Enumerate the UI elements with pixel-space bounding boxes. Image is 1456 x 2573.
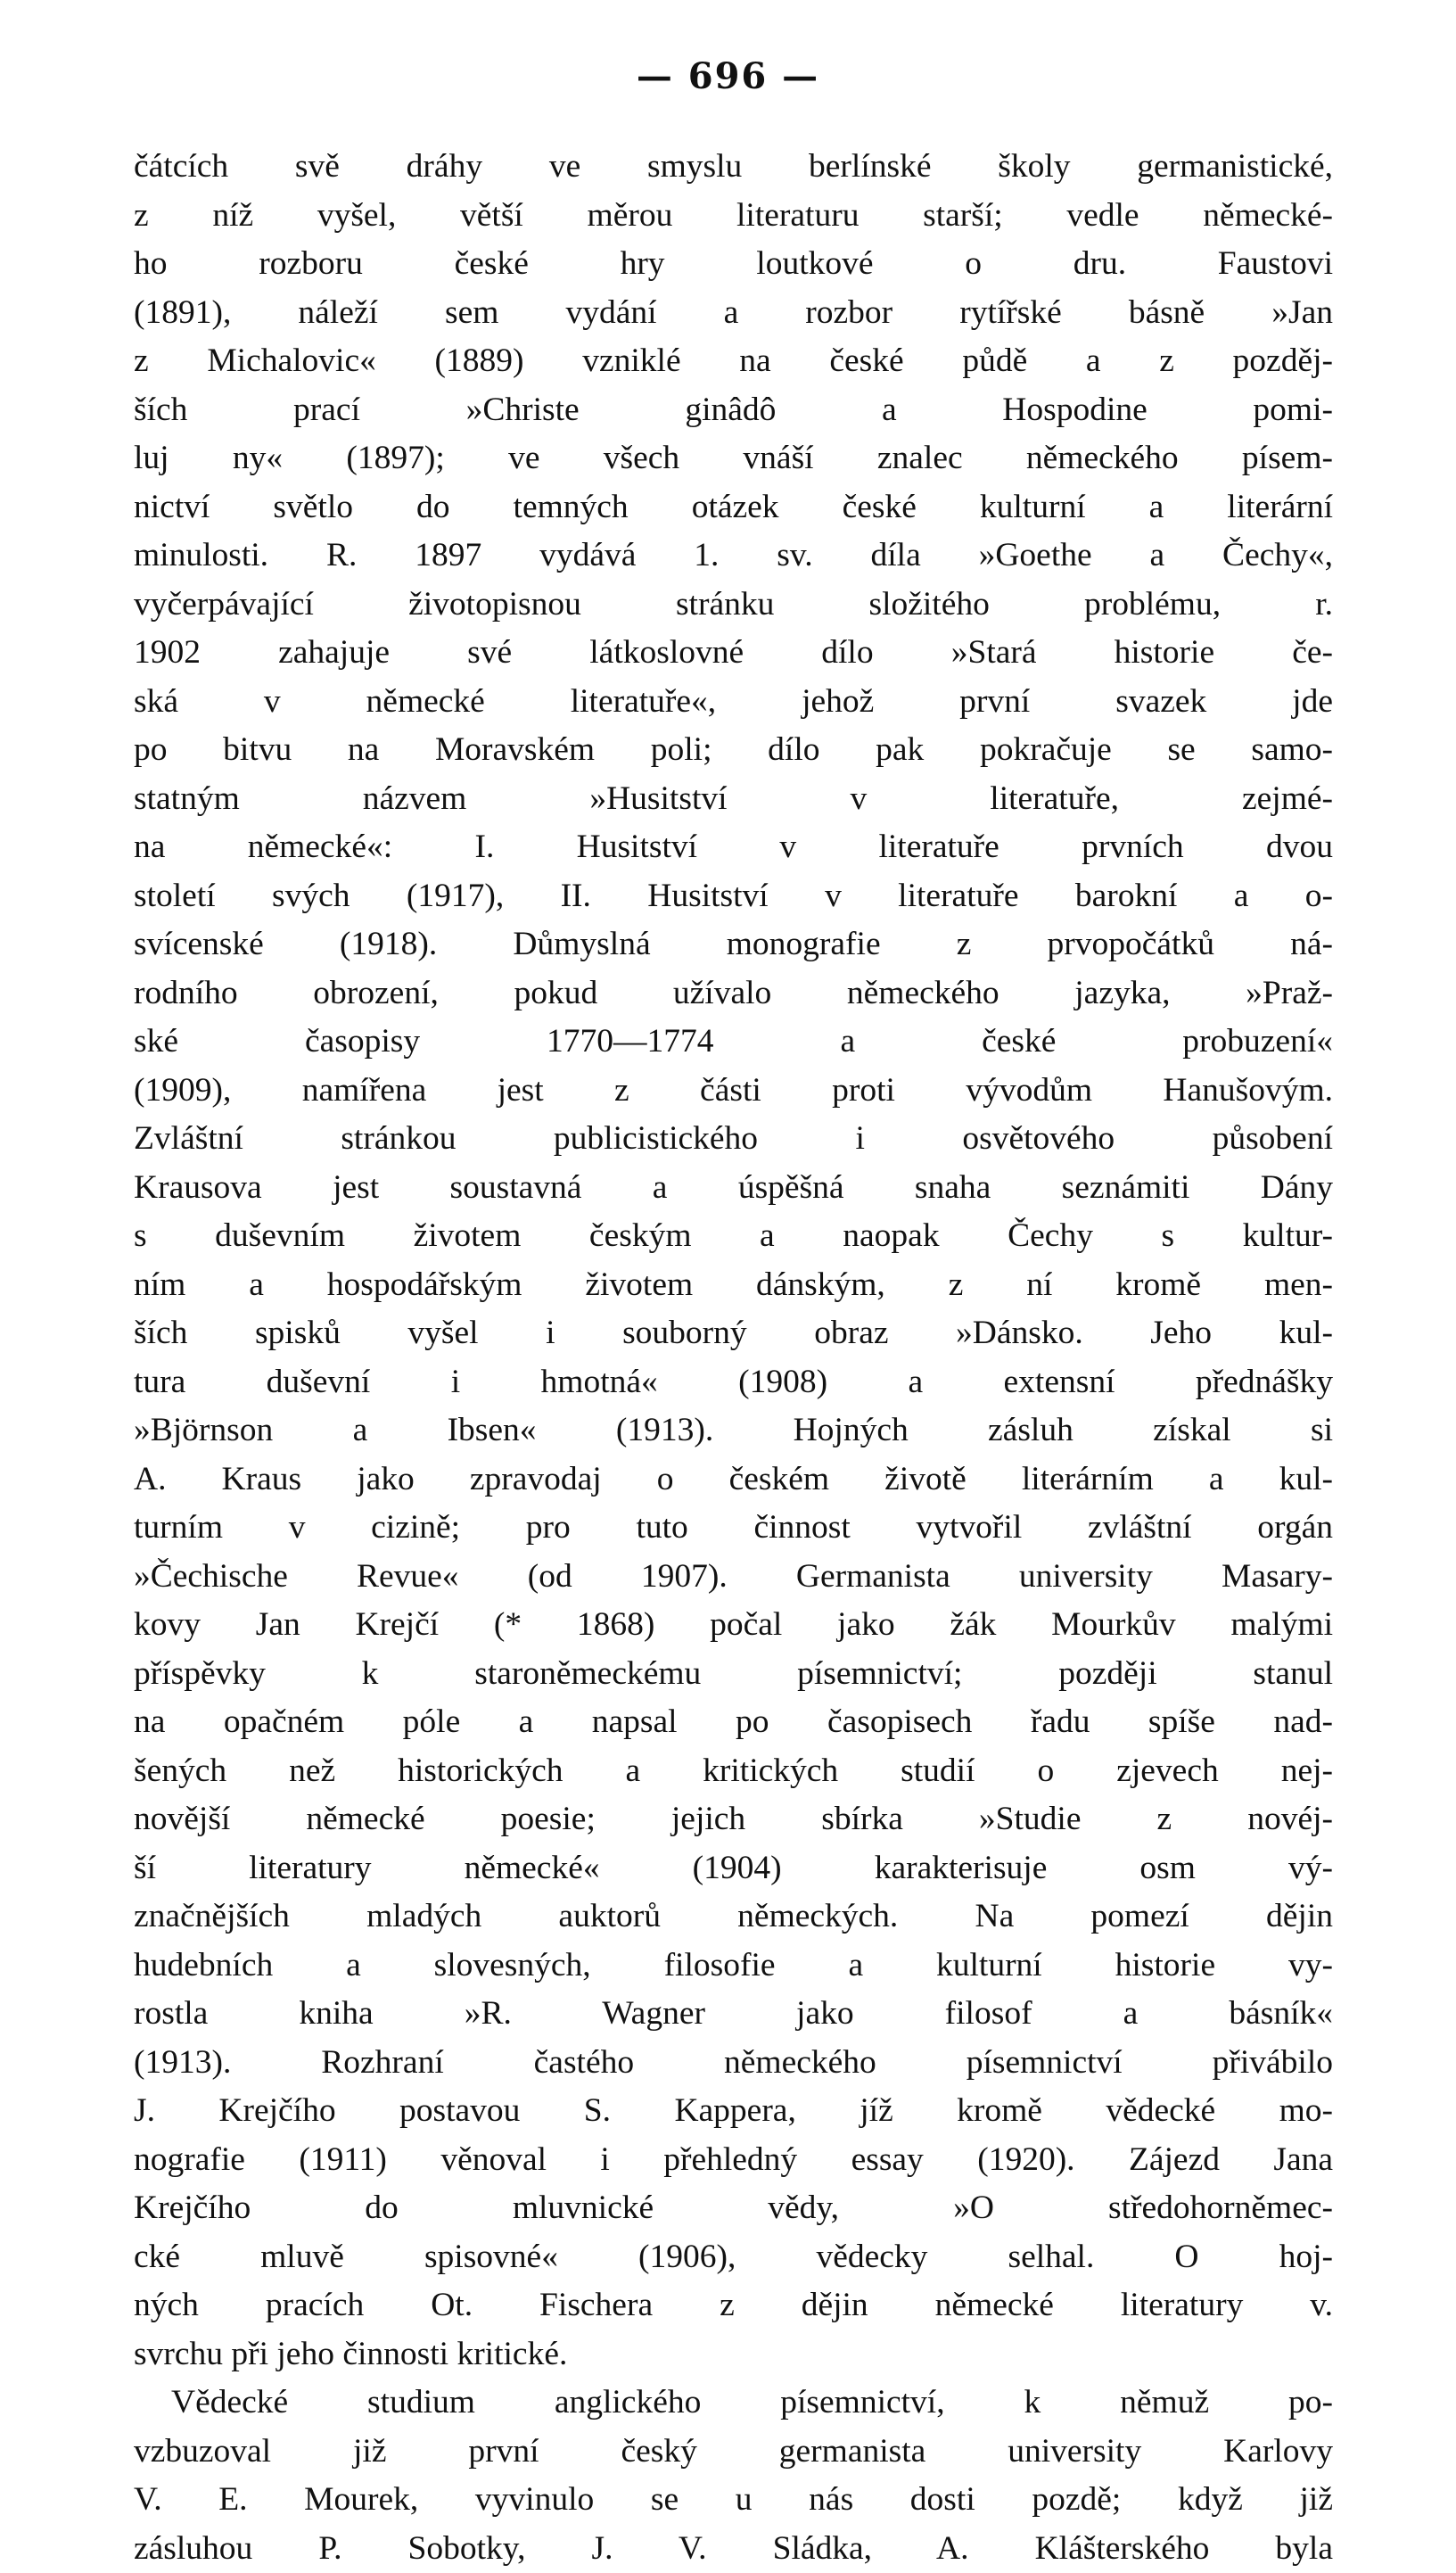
text-line: rodního obrození, pokud užívalo německého jazyka, »Praž-: [134, 969, 1333, 1018]
text-line: cké mluvě spisovné« (1906), vědecky selhal. O hoj-: [134, 2233, 1333, 2282]
text-line: (1909), namířena jest z části proti vývodům Hanušovým.: [134, 1067, 1333, 1116]
text-line: ho rozboru české hry loutkové o dru. Faustovi: [134, 240, 1333, 289]
text-line: příspěvky k staroněmeckému písemnictví; později stanul: [134, 1650, 1333, 1699]
text-line: vyčerpávající životopisnou stránku složitého problému, r.: [134, 581, 1333, 630]
text-line: ší literatury německé« (1904) karakterisuje osm vý-: [134, 1844, 1333, 1893]
text-line: 1902 zahajuje své látkoslovné dílo »Stará historie če-: [134, 629, 1333, 678]
text-line: na opačném póle a napsal po časopisech řadu spíše nad-: [134, 1698, 1333, 1747]
text-line: rostla kniha »R. Wagner jako filosof a básník«: [134, 1990, 1333, 2039]
text-line: století svých (1917), II. Husitství v literatuře barokní a o-: [134, 872, 1333, 921]
text-line: Krejčího do mluvnické vědy, »O středohorněmec-: [134, 2184, 1333, 2233]
text-line: A. Kraus jako zpravodaj o českém životě literárním a kul-: [134, 1456, 1333, 1505]
text-line: kovy Jan Krejčí (* 1868) počal jako žák Mourkův malými: [134, 1601, 1333, 1650]
text-line: svícenské (1918). Důmyslná monografie z prvopočátků ná-: [134, 920, 1333, 969]
text-line: luj ny« (1897); ve všech vnáší znalec německého písem-: [134, 434, 1333, 483]
text-line: Vědecké studium anglického písemnictví, k němuž po-: [134, 2379, 1333, 2428]
text-line: značnějších mladých auktorů německých. Na pomezí dějin: [134, 1893, 1333, 1942]
text-line: na německé«: I. Husitství v literatuře prvních dvou: [134, 823, 1333, 872]
page-number: — 696 —: [0, 55, 1456, 97]
text-line: svrchu při jeho činnosti kritické.: [134, 2330, 1333, 2379]
text-line: ské časopisy 1770—1774 a české probuzení«: [134, 1018, 1333, 1067]
text-line: vzbuzoval již první český germanista university Karlovy: [134, 2428, 1333, 2477]
text-line: s duševním životem českým a naopak Čechy s kultur-: [134, 1212, 1333, 1261]
text-line: z níž vyšel, větší měrou literaturu starší; vedle německé-: [134, 192, 1333, 241]
text-line: ších prací »Christe ginâdô a Hospodine pomi-: [134, 386, 1333, 435]
text-line: V. E. Mourek, vyvinulo se u nás dosti pozdě; když již: [134, 2476, 1333, 2525]
text-line: z Michalovic« (1889) vzniklé na české půdě a z pozděj-: [134, 337, 1333, 386]
text-line: zásluhou P. Sobotky, J. V. Sládka, A. Klášterského byla: [134, 2525, 1333, 2573]
text-line: turním v cizině; pro tuto činnost vytvořil zvláštní orgán: [134, 1504, 1333, 1553]
text-line: »Björnson a Ibsen« (1913). Hojných zásluh získal si: [134, 1406, 1333, 1456]
text-line: nictví světlo do temných otázek české kulturní a literární: [134, 483, 1333, 532]
text-line: ších spisků vyšel i souborný obraz »Dánsko. Jeho kul-: [134, 1309, 1333, 1358]
text-line: ním a hospodářským životem dánským, z ní kromě men-: [134, 1261, 1333, 1310]
text-line: (1913). Rozhraní častého německého písemnictví přivábilo: [134, 2039, 1333, 2088]
text-line: statným názvem »Husitství v literatuře, zejmé-: [134, 775, 1333, 824]
text-line: »Čechische Revue« (od 1907). Germanista university Masary-: [134, 1553, 1333, 1602]
text-line: J. Krejčího postavou S. Kappera, jíž kromě vědecké mo-: [134, 2087, 1333, 2136]
text-line: po bitvu na Moravském poli; dílo pak pokračuje se samo-: [134, 726, 1333, 775]
body-text: [134, 143, 1333, 2573]
text-line: Krausova jest soustavná a úspěšná snaha seznámiti Dány: [134, 1164, 1333, 1213]
text-line: šených než historických a kritických studií o zjevech nej-: [134, 1747, 1333, 1796]
text-line: (1891), náleží sem vydání a rozbor rytířské básně »Jan: [134, 289, 1333, 338]
text-line: Zvláštní stránkou publicistického i osvětového působení: [134, 1115, 1333, 1164]
text-line: minulosti. R. 1897 vydává 1. sv. díla »Goethe a Čechy«,: [134, 532, 1333, 581]
text-line: novější německé poesie; jejich sbírka »Studie z novéj-: [134, 1795, 1333, 1844]
text-line: ská v německé literatuře«, jehož první svazek jde: [134, 678, 1333, 727]
text-line: nografie (1911) věnoval i přehledný essay (1920). Zájezd Jana: [134, 2136, 1333, 2185]
text-line: hudebních a slovesných, filosofie a kulturní historie vy-: [134, 1942, 1333, 1991]
text-line: čátcích svě dráhy ve smyslu berlínské školy germanistické,: [134, 143, 1333, 192]
text-line: ných pracích Ot. Fischera z dějin německé literatury v.: [134, 2281, 1333, 2330]
text-line: tura duševní i hmotná« (1908) a extensní přednášky: [134, 1358, 1333, 1407]
